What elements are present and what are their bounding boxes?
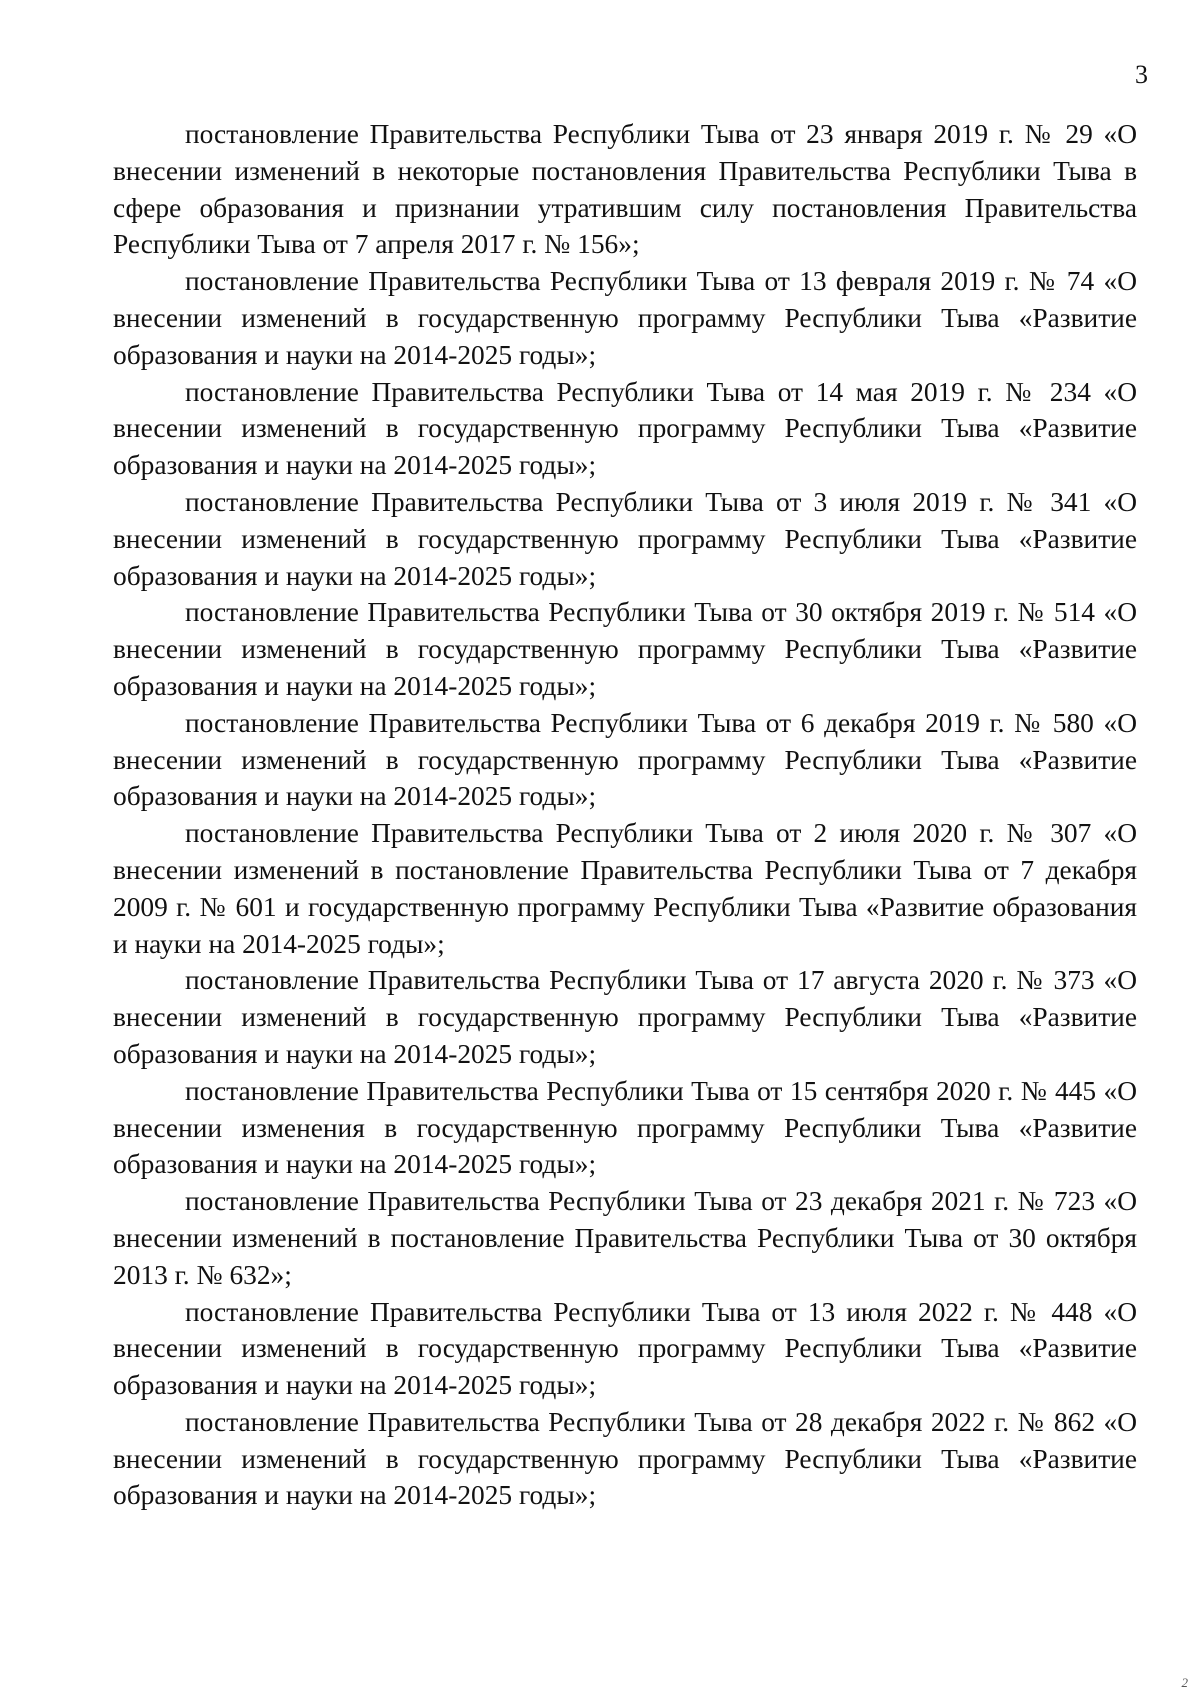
decree-paragraph-3: постановление Правительства Республики Тыва от 14 мая 2019 г. № 234 «О внесении изменений в государственную программу Республики Тыва «Развитие образования и науки на 2014-2025 годы»;	[113, 376, 1137, 481]
decree-paragraph-11: постановление Правительства Республики Тыва от 13 июля 2022 г. № 448 «О внесении изменений в государственную программу Республики Тыва «Развитие образования и науки на 2014-2025 годы»;	[113, 1296, 1137, 1401]
decree-paragraph-7: постановление Правительства Республики Тыва от 2 июля 2020 г. № 307 «О внесении изменений в постановление Правительства Республики Тыва от 7 декабря 2009 г. № 601 и государственную программу Республики Тыва «Развитие образования и науки на 2014-2025 годы»;	[113, 818, 1137, 959]
scan-corner-mark: 2	[1181, 1675, 1188, 1690]
decree-list	[113, 116, 1137, 1514]
decree-paragraph-5: постановление Правительства Республики Тыва от 30 октября 2019 г. № 514 «О внесении изменений в государственную программу Республики Тыва «Развитие образования и науки на 2014-2025 годы»;	[113, 597, 1137, 701]
decree-paragraph-2: постановление Правительства Республики Тыва от 13 февраля 2019 г. № 74 «О внесении изменений в государственную программу Республики Тыва «Развитие образования и науки на 2014-2025 годы»;	[113, 266, 1137, 370]
decree-paragraph-9: постановление Правительства Республики Тыва от 15 сентября 2020 г. № 445 «О внесении изменения в государственную программу Республики Тыва «Развитие образования и науки на 2014-2025 годы»;	[113, 1075, 1137, 1180]
decree-paragraph-6: постановление Правительства Республики Тыва от 6 декабря 2019 г. № 580 «О внесении изменений в государственную программу Республики Тыва «Развитие образования и науки на 2014-2025 годы»;	[113, 707, 1137, 812]
decree-paragraph-4: постановление Правительства Республики Тыва от 3 июля 2019 г. № 341 «О внесении изменений в государственную программу Республики Тыва «Развитие образования и науки на 2014-2025 годы»;	[113, 486, 1137, 591]
decree-paragraph-12: постановление Правительства Республики Тыва от 28 декабря 2022 г. № 862 «О внесении изменений в государственную программу Республики Тыва «Развитие образования и науки на 2014-2025 годы»;	[113, 1406, 1137, 1511]
page-number: 3	[1135, 60, 1148, 89]
decree-paragraph-10: постановление Правительства Республики Тыва от 23 декабря 2021 г. № 723 «О внесении изменений в постановление Правительства Республики Тыва от 30 октября 2013 г. № 632»;	[113, 1186, 1137, 1290]
decree-paragraph-1: постановление Правительства Республики Тыва от 23 января 2019 г. № 29 «О внесении изменений в некоторые постановления Правительства Республики Тыва в сфере образования и признании утратившим силу постановления Правительства Республики Тыва от 7 апреля 2017 г. № 156»;	[113, 119, 1137, 260]
decree-paragraph-8: постановление Правительства Республики Тыва от 17 августа 2020 г. № 373 «О внесении изменений в государственную программу Республики Тыва «Развитие образования и науки на 2014-2025 годы»;	[113, 965, 1137, 1069]
